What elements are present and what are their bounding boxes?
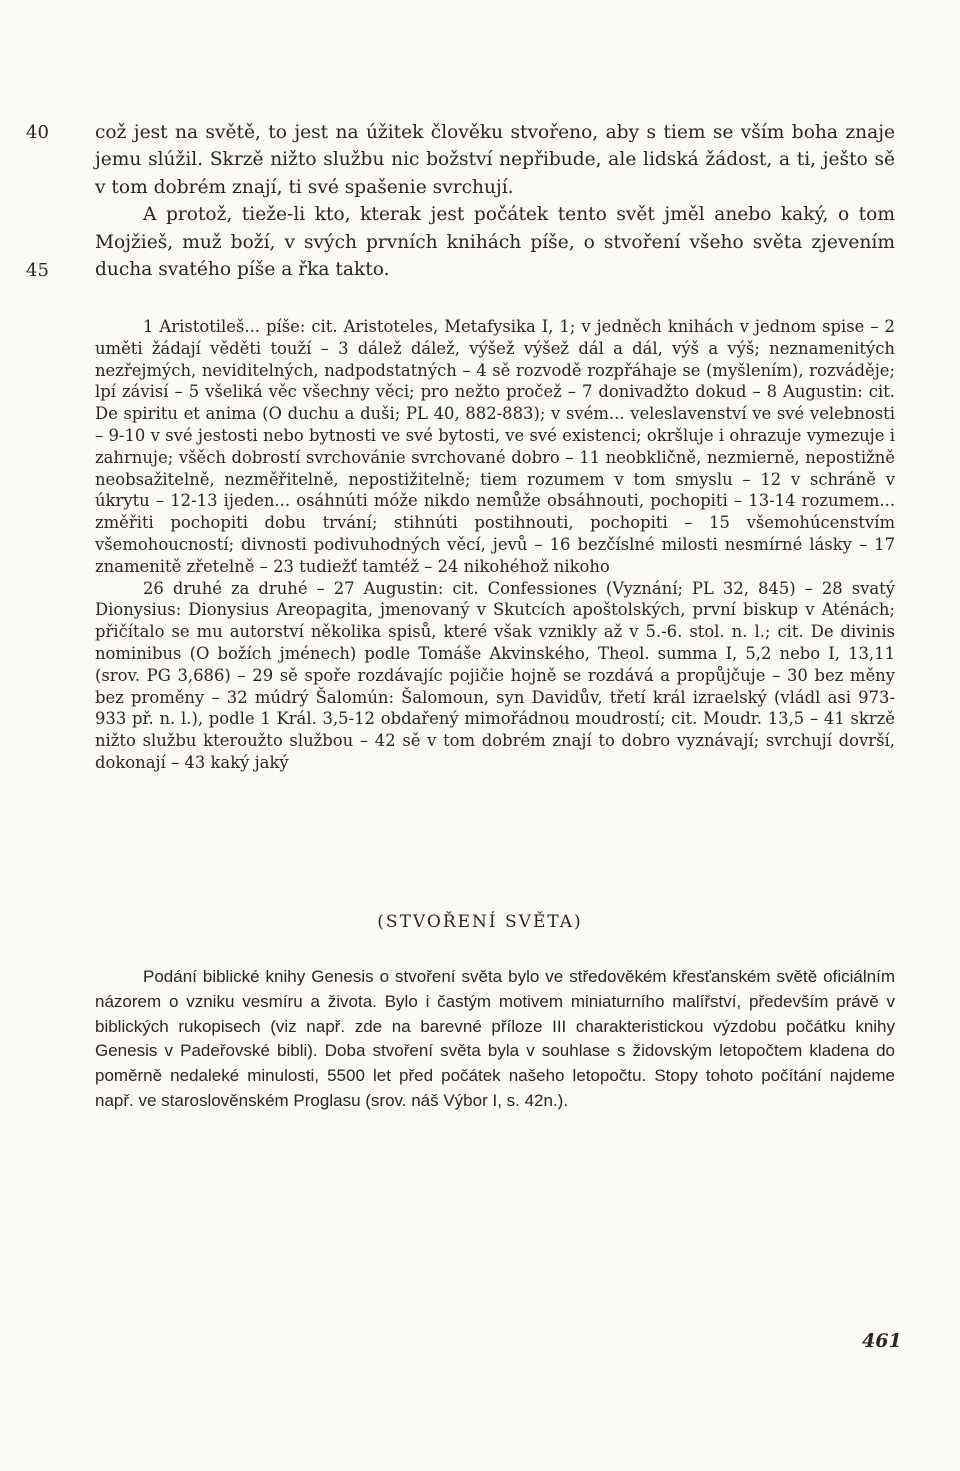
section-heading: (STVOŘENÍ SVĚTA): [377, 912, 583, 932]
main-text: [95, 119, 895, 283]
footnotes-block-1: 1 Aristotileš... píše: cit. Aristoteles, Metafysika I, 1; v jedněch knihách v jednom spise – 2 uměti žádají věděti touží – 3 dálež dálež, výšež výšež dál a dál, výš a výš; neznamenitých nezřejmých, neviditelných, nadpodstatných – 4 sě rozvodě rozpřáhaje se (myšlením), rozváděje; lpí závisí – 5 všeliká věc všechny věci; pro nežto pročež – 7 donivadžto dokud – 8 Augustin: cit. De spiritu et anima (O duchu a duši; PL 40, 882-883); v svém... veleslavenství ve své velebnosti – 9-10 v své jestosti nebo bytnosti ve své bytosti, ve své existenci; okršluje i ohrazuje vymezuje i zahrnuje; všěch dobrostí svrchovánie svrchované dobro – 11 neobkličně, nezmierně, nepostižně neobsažitelně, nezměřitelně, nepostižitelně; tiem rozumem v tom smyslu – 12 v schráně v úkrytu – 12-13 ijeden... osáhnúti móže nikdo nemůže obsáhnouti, pochopiti – 13-14 rozumem... změřiti pochopiti dobu trvání; stihnúti postihnouti, pochopiti – 15 všemohúcenstvím všemohoucností; divnosti podivuhodných věcí, jevů – 16 bezčíslné milosti nesmírné lásky – 17 znamenitě zřetelně – 23 tudiežť tamtéž – 24 nikohéhož nikoho: [95, 317, 895, 576]
line-number-40: 40: [26, 122, 49, 143]
main-paragraph-1: což jest na světě, to jest na úžitek člověku stvořeno, aby s tiem se vším boha znaje jemu slúžil. Skrzě nižto službu nic božství nepřibude, ale lidská žádost, a ti, ješto sě v tom dobrém znají, ti své spašenie svrchují.: [95, 122, 895, 198]
intro-paragraph: Podání biblické knihy Genesis o stvoření světa bylo ve středověkém křesťanském světě oficiálním názorem o vzniku vesmíru a života. Bylo i častým motivem miniaturního malířství, především právě v biblických rukopisech (viz např. zde na barevné příloze III charakteristickou výzdobu počátku knihy Genesis v Padeřovské bibli). Doba stvoření světa byla v souhlase s židovským letopočtem kladena do poměrně nedaleké minulosti, 5500 let před počátek našeho letopočtu. Stopy tohoto počítání najdeme např. ve staroslověnském Proglasu (srov. náš Výbor I, s. 42n.).: [95, 967, 895, 1110]
line-number-45: 45: [26, 260, 49, 281]
footnotes-block-2: 26 druhé za druhé – 27 Augustin: cit. Confessiones (Vyznání; PL 32, 845) – 28 svatý Dionysius: Dionysius Areopagita, jmenovaný v Skutcích apoštolských, první biskup v Aténách; přičítalo se mu autorství několika spisů, které však vznikly až v 5.-6. stol. n. l.; cit. De divinis nominibus (O božích jménech) podle Tomáše Akvinského, Theol. summa I, 5,2 nebo I, 13,11 (srov. PG 3,686) – 29 sě spoře rozdávajíc pojičie hojně se rozdává a propůjčuje – 30 bez měny bez proměny – 32 múdrý Šalomún: Šalomoun, syn Davidův, třetí král izraelský (vládl asi 973-933 př. n. l.), podle 1 Král. 3,5-12 obdařený mimořádnou moudrostí; cit. Moudr. 13,5 – 41 skrzě nižto službu kteroužto službou – 42 sě v tom dobrém znají to dobro vyznávají; svrchují dovrší, dokonají – 43 kaký jaký: [95, 578, 895, 772]
footnotes: [95, 316, 895, 774]
page-number: 461: [862, 1330, 902, 1352]
main-paragraph-2: A protož, tieže-li kto, kterak jest počátek tento svět jměl anebo kaký, o tom Mojžieš, muž boží, v svých prvních knihách píše, o stvoření všeho světa zjevením ducha svatého píše a řka takto.: [95, 204, 895, 281]
